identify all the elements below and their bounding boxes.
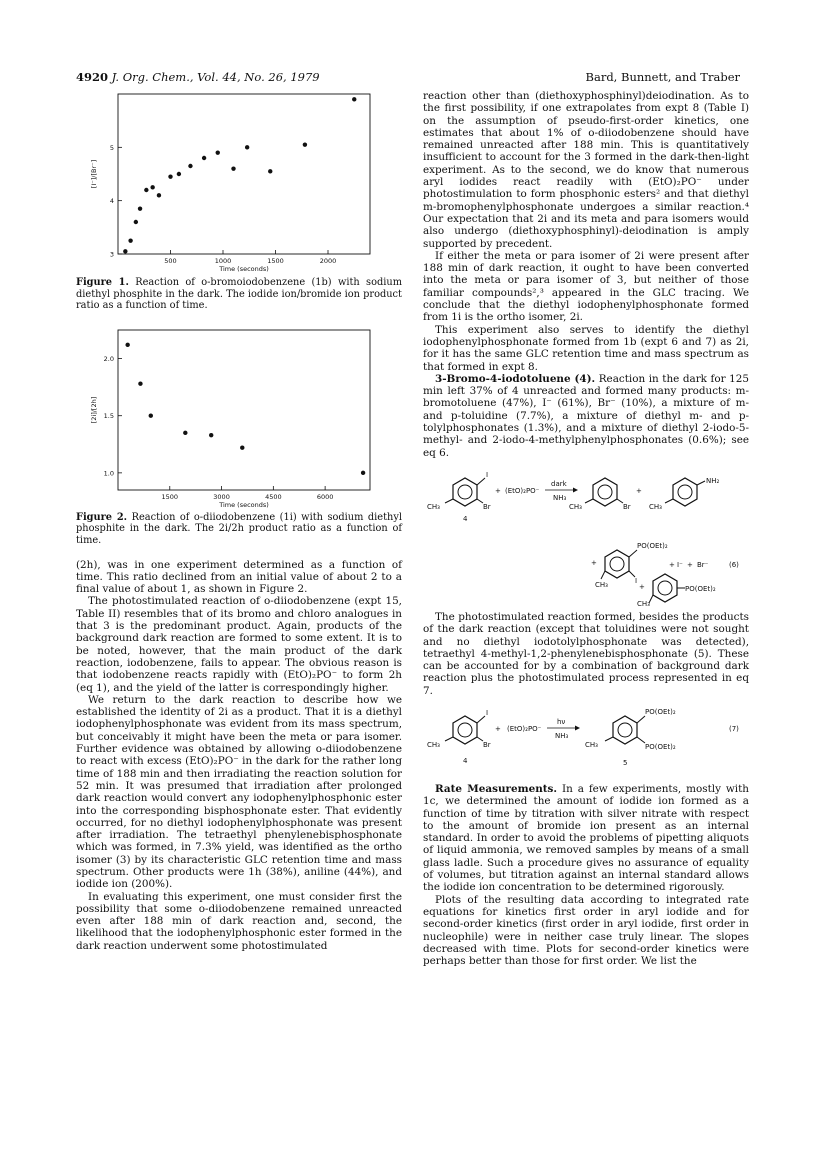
right-column bbox=[423, 90, 749, 967]
sub-ch3: CH₃ bbox=[585, 740, 598, 749]
sub-ch3: CH₃ bbox=[569, 502, 582, 511]
figure-2-chart bbox=[76, 326, 402, 510]
figure-2-x-tick-label: 4500 bbox=[265, 492, 282, 501]
section-text: Reaction in the dark for 125 min left 37% of 4 unreacted and formed many products: m-bromotoluene (47%), I⁻ (61%), Br⁻ (10%), a mixture of m- and p-toluidine (7.7%), a mixture of diethyl m- and p-tolylphosphonates (1.3%), and a mixture of diethyl 2-iodo-5-methyl- and 2-iodo-4-methylphenylphosphonates (0.6%); see eq 6. bbox=[423, 372, 749, 459]
toluidine-structure bbox=[665, 478, 705, 506]
section-heading: Rate Measurements. bbox=[435, 782, 558, 795]
figure-1-x-axis-label: Time (seconds) bbox=[219, 265, 269, 273]
paragraph: We return to the dark reaction to describe how we established the identity of 2i as a product. That it is a diethyl iodophenylphosphonate was evident from its mass spectrum, but conceivably it might have been the meta or para isomer. Further evidence was obtained by allowing o-diiodobenzene to react with excess (EtO)₂PO⁻ in the dark for the rather long time of 188 min and then irradiating the reaction solution for 52 min. It was presumed that irradiation after prolonged dark reaction would convert any iodophenylphosphonic ester into the corresponding bisphosphonate ester. That evidently occurred, for no diethyl iodophenylphosphonate was present after irradiation. The tetraethyl phenylenebisphosphonate which was formed, in 7.3% yield, was identified as the ortho isomer (3) by its characteristic GLC retention time and mass spectrum. Other products were 1h (38%), aniline (44%), and iodide ion (200%). bbox=[76, 693, 402, 891]
figure-1-data-point bbox=[188, 164, 192, 168]
figure-1-plot-frame bbox=[118, 94, 370, 254]
figure-2-data-point bbox=[240, 445, 244, 449]
figure-1-data-point bbox=[303, 142, 307, 146]
figure-1-y-axis-label: [I⁻]/[Br⁻] bbox=[90, 159, 98, 189]
eq6-row2-svg bbox=[423, 537, 749, 607]
section-text: In a few experiments, mostly with 1c, we determined the amount of iodide ion formed as a function of time by titration with silver nitrate with respect to the amount of bromide ion present as an internal standard. In order to avoid the problems of pipetting aliquots of liquid ammonia, we removed samples by means of a small glass ladle. Such a procedure gives no assurance of equality of volumes, but titration against an internal standard allows the iodide ion concentration to be determined rigorously. bbox=[423, 782, 749, 894]
plus-sign: + bbox=[639, 582, 645, 591]
arrow-condition-top: dark bbox=[551, 479, 567, 488]
plus-sign: + bbox=[495, 486, 501, 495]
figure-1-data-point bbox=[352, 97, 356, 101]
figure-2-plot-frame bbox=[118, 330, 370, 490]
figure-1-x-tick-label: 500 bbox=[164, 257, 177, 265]
arrow-condition-bottom: NH₃ bbox=[553, 493, 567, 502]
sub-ch3: CH₃ bbox=[595, 580, 608, 589]
sub-ch3: CH₃ bbox=[427, 740, 440, 749]
page-number: 4920 bbox=[76, 70, 109, 84]
figure-2-data-point bbox=[125, 342, 129, 346]
figure-1-label: Figure 1. bbox=[76, 277, 129, 288]
iodide-ion: I⁻ bbox=[677, 560, 683, 569]
figure-2-data-point bbox=[183, 430, 187, 434]
figure-2 bbox=[76, 326, 402, 547]
figure-1-x-tick-label: 1500 bbox=[267, 257, 284, 265]
eq6-row1-svg bbox=[423, 463, 749, 533]
figure-2-y-tick-label: 2.0 bbox=[103, 354, 114, 363]
figure-1-data-point bbox=[216, 150, 220, 154]
figure-1-data-point bbox=[134, 220, 138, 224]
eq7-svg bbox=[423, 703, 749, 773]
figure-1-data-point bbox=[123, 249, 127, 253]
figure-1-data-point bbox=[168, 174, 172, 178]
paragraph: Plots of the resulting data according to integrated rate equations for kinetics first order in aryl iodide and for second-order kinetics (first order in aryl iodide, first order in nucleophile) were in neither case truly linear. The slopes decreased with time. Plots for second-order kinetics were perhaps better than those for first order. We list the bbox=[423, 893, 749, 968]
figure-2-data-point bbox=[361, 470, 365, 474]
sub-i: I bbox=[635, 576, 638, 585]
sub-nh2: NH₂ bbox=[706, 476, 720, 485]
plus-sign: + bbox=[591, 558, 597, 567]
figure-2-data-point bbox=[209, 433, 213, 437]
header-left bbox=[76, 70, 320, 84]
figure-2-data-point bbox=[149, 413, 153, 417]
tolylphosphonate-structure bbox=[649, 574, 685, 603]
figure-1-chart bbox=[76, 90, 402, 275]
figure-1-y-tick-label: 4 bbox=[109, 197, 114, 206]
figure-1-data-point bbox=[245, 145, 249, 149]
paragraph: This experiment also serves to identify the diethyl iodophenylphosphonate formed from 1b (expt 6 and 7) as 2i, for it has the same GLC retention time and mass spectrum as that formed in expt 8. bbox=[423, 323, 749, 373]
figure-1-y-tick-label: 3 bbox=[109, 250, 114, 259]
equation-7 bbox=[423, 703, 749, 773]
arrow-condition-top: hν bbox=[557, 717, 566, 726]
figure-2-y-axis-label: [2i]/[2h] bbox=[90, 396, 98, 424]
figure-1-caption bbox=[76, 277, 402, 312]
figure-2-x-tick-label: 3000 bbox=[213, 492, 230, 501]
figure-1-data-point bbox=[150, 185, 154, 189]
figure-1-x-tick-label: 1000 bbox=[214, 257, 232, 265]
compound-4-structure bbox=[445, 716, 485, 744]
paragraph: In evaluating this experiment, one must consider first the possibility that some o-diiodobenzene remained unreacted even after 188 min of dark reaction and, second, the likelihood that the iodophenylphosphonic ester formed in the dark reaction underwent some photostimulated bbox=[76, 890, 402, 952]
figure-1-data-point bbox=[268, 169, 272, 173]
paragraph: The photostimulated reaction formed, besides the products of the dark reaction (except that toluidines were not sought and no diethyl iodotolylphosphonate was detected), tetraethyl 4-methyl-1,2-phenylenebisphosphonate (5). These can be accounted for by a combination of background dark reaction plus the photostimulated process represented in eq 7. bbox=[423, 610, 749, 697]
figure-1 bbox=[76, 90, 402, 312]
reagent: (EtO)₂PO⁻ bbox=[507, 724, 542, 733]
equation-6-products bbox=[423, 537, 749, 607]
figure-2-y-tick-label: 1.5 bbox=[103, 411, 114, 420]
sub-br: Br bbox=[623, 502, 631, 511]
sub-ch3: CH₃ bbox=[637, 599, 650, 607]
section-bromo-paragraph bbox=[423, 373, 749, 459]
paragraph: The photostimulated reaction of o-diiodobenzene (expt 15, Table II) resembles that of its bromo and chloro analogues in that 3 is the predominant product. Again, products of the background dark reaction are formed to some extent. It is to be noted, however, that the main product of the dark reaction, iodobenzene, fails to appear. The obvious reason is that iodobenzene reacts rapidly with (EtO)₂PO⁻ to form 2h (eq 1), and the yield of the latter is correspondingly higher. bbox=[76, 595, 402, 694]
reagent: (EtO)₂PO⁻ bbox=[505, 486, 540, 495]
equation-number: (7) bbox=[729, 724, 739, 733]
figure-1-data-point bbox=[231, 166, 235, 170]
figure-2-x-tick-label: 6000 bbox=[316, 492, 334, 501]
sub-poet2: PO(OEt)₂ bbox=[685, 584, 716, 593]
sub-poet2: PO(OEt)₂ bbox=[637, 541, 668, 550]
left-body-text bbox=[76, 559, 402, 953]
figure-1-data-point bbox=[202, 156, 206, 160]
arrowhead bbox=[573, 487, 578, 492]
compound-label-4: 4 bbox=[463, 514, 468, 523]
figure-1-caption-text: Reaction of o-bromoiodobenzene (1b) with sodium diethyl phosphite in the dark. The iodide ion/bromide ion product ratio as a function of time. bbox=[76, 277, 402, 312]
compound-label-4: 4 bbox=[463, 756, 468, 765]
compound-label-5: 5 bbox=[623, 758, 628, 767]
figure-1-data-point bbox=[177, 172, 181, 176]
bromotoluene-structure bbox=[585, 478, 623, 506]
figure-2-label: Figure 2. bbox=[76, 511, 128, 523]
section-rate-paragraph bbox=[423, 783, 749, 894]
paragraph: (2h), was in one experiment determined as a function of time. This ratio declined from an initial value of about 2 to a final value of about 1, as shown in Figure 2. bbox=[76, 558, 402, 596]
figure-2-x-axis-label: Time (seconds) bbox=[219, 500, 269, 509]
arrowhead bbox=[575, 725, 580, 730]
figure-1-data-point bbox=[138, 206, 142, 210]
section-heading: 3-Bromo-4-iodotoluene (4). bbox=[435, 372, 596, 385]
plus-sign: + bbox=[669, 560, 675, 569]
iodophosphonate-structure bbox=[601, 550, 637, 579]
sub-ch3: CH₃ bbox=[649, 502, 662, 511]
figure-1-data-point bbox=[144, 188, 148, 192]
journal-citation: J. Org. Chem., Vol. 44, No. 26, 1979 bbox=[111, 70, 320, 84]
paragraph: If either the meta or para isomer of 2i were present after 188 min of dark reaction, it ought to have been converted into the meta or para isomer of 3, but neither of those familiar compounds²,³ appeared in the GLC tracing. We conclude that the diethyl iodophenylphosphonate formed from 1i is the ortho isomer, 2i. bbox=[423, 249, 749, 324]
figure-2-caption bbox=[76, 512, 402, 547]
sub-i: I bbox=[486, 708, 489, 717]
plus-sign: + bbox=[495, 724, 501, 733]
equation-6-reactants bbox=[423, 463, 749, 533]
figure-2-data-point bbox=[138, 381, 142, 385]
figure-1-y-tick-label: 5 bbox=[109, 143, 114, 152]
plus-sign: + bbox=[636, 486, 642, 495]
compound-4-structure bbox=[445, 478, 485, 506]
figure-2-x-tick-label: 1500 bbox=[161, 492, 179, 501]
bromide-ion: Br⁻ bbox=[697, 560, 709, 569]
arrow-condition-bottom: NH₃ bbox=[555, 731, 569, 740]
figure-1-data-point bbox=[157, 193, 161, 197]
sub-i: I bbox=[486, 470, 489, 479]
figure-2-y-tick-label: 1.0 bbox=[103, 469, 114, 478]
sub-br: Br bbox=[483, 502, 491, 511]
figure-1-x-tick-label: 2000 bbox=[319, 257, 337, 265]
sub-poet2: PO(OEt)₂ bbox=[645, 707, 676, 716]
figure-2-caption-text: Reaction of o-diiodobenzene (1i) with sodium diethyl phosphite in the dark. The 2i/2h product ratio as a function of time. bbox=[76, 511, 402, 546]
plus-sign: + bbox=[687, 560, 693, 569]
figure-1-data-point bbox=[128, 238, 132, 242]
sub-poet2: PO(OEt)₂ bbox=[645, 742, 676, 751]
sub-br: Br bbox=[483, 740, 491, 749]
paragraph: reaction other than (diethoxyphosphinyl)deiodination. As to the first possibility, if one extrapolates from expt 8 (Table I) on the assumption of pseudo-first-order kinetics, one estimates that about 1% of o-diiodobenzene should have remained unreacted after 188 min. This is quantitatively insufficient to account for the 3 formed in the dark-then-light experiment. As to the second, we do know that numerous aryl iodides react readily with (EtO)₂PO⁻ under photostimulation to form phosphonic esters² and that diethyl m-bromophenylphosphonate undergoes a similar reaction.⁴ Our expectation that 2i and its meta and para isomers would also undergo (diethoxyphosphinyl)-deiodination is amply supported by precedent. bbox=[423, 90, 749, 250]
equation-number: (6) bbox=[729, 560, 739, 569]
compound-5-structure bbox=[605, 716, 645, 744]
left-column bbox=[76, 90, 402, 952]
running-header bbox=[76, 70, 740, 86]
sub-ch3: CH₃ bbox=[427, 502, 440, 511]
header-authors: Bard, Bunnett, and Traber bbox=[585, 70, 740, 84]
